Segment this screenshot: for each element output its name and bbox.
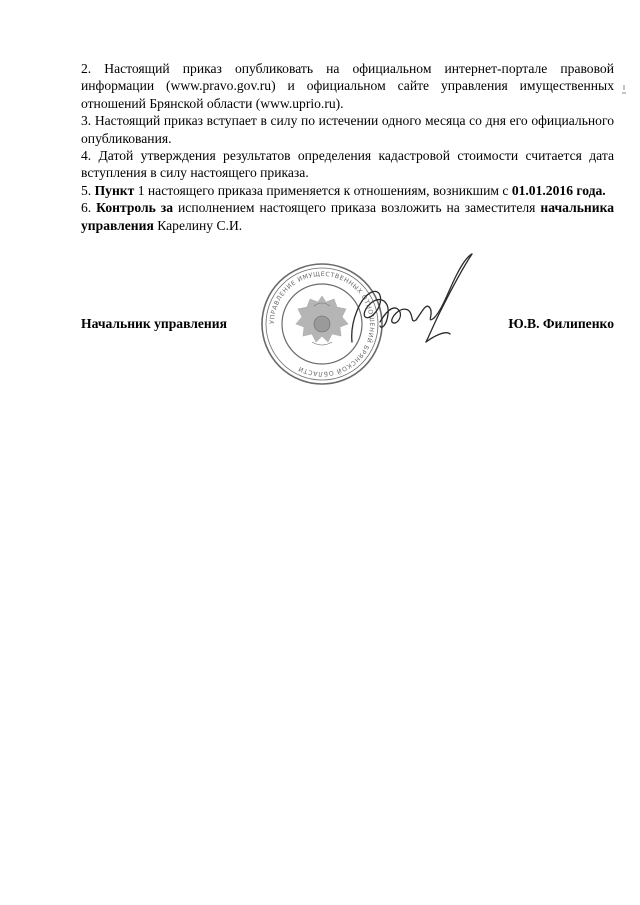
paragraph-2 bbox=[81, 60, 614, 112]
paragraph-text: Настоящий приказ опубликовать на официальном интернет-портале правовой информации (www.pravo.gov.ru) и официальном сайте управления имущественных отношений Брянской области (www.uprio.ru). bbox=[81, 61, 614, 111]
paragraph-4 bbox=[81, 147, 614, 182]
paragraph-number: 4. bbox=[81, 148, 99, 164]
order-body bbox=[81, 60, 614, 234]
svg-text:УПРАВЛЕНИЕ ИМУЩЕСТВЕННЫХ ОТНОШ: УПРАВЛЕНИЕ ИМУЩЕСТВЕННЫХ ОТНОШЕНИЙ БРЯНСКОЙ ОБЛАСТИ bbox=[268, 270, 376, 378]
paragraph-text: Карелину С.И. bbox=[153, 217, 243, 233]
paragraph-number: 2. bbox=[81, 61, 105, 76]
paragraph-text: Датой утверждения результатов определения кадастровой стоимости считается дата вступления в силу настоящего приказа. bbox=[81, 148, 614, 181]
paragraph-number: 5. bbox=[81, 182, 95, 198]
signatory-name: Ю.В. Филипенко bbox=[508, 316, 614, 331]
scan-edge-mark bbox=[621, 84, 627, 98]
paragraph-text: Пункт bbox=[94, 182, 135, 198]
paragraph-5 bbox=[81, 182, 614, 199]
paragraph-text: исполнением настоящего приказа возложить на заместителя bbox=[173, 200, 541, 216]
paragraph-text: 1 настоящего приказа применяется к отношениям, возникшим с bbox=[134, 182, 512, 198]
handwritten-signature bbox=[330, 252, 480, 352]
paragraph-text: 01.01.2016 года. bbox=[511, 182, 606, 198]
signatory-title: Начальник управления bbox=[81, 316, 227, 331]
paragraph-text: Контроль за bbox=[96, 200, 174, 216]
paragraph-3 bbox=[81, 112, 614, 147]
paragraph-number: 3. bbox=[81, 113, 95, 129]
paragraph-text: Настоящий приказ вступает в силу по истечении одного месяца со дня его официального опубликования. bbox=[81, 113, 615, 146]
paragraph-text: начальника управления bbox=[81, 200, 614, 233]
paragraph-number: 6. bbox=[81, 200, 97, 216]
paragraph-6 bbox=[81, 199, 614, 234]
